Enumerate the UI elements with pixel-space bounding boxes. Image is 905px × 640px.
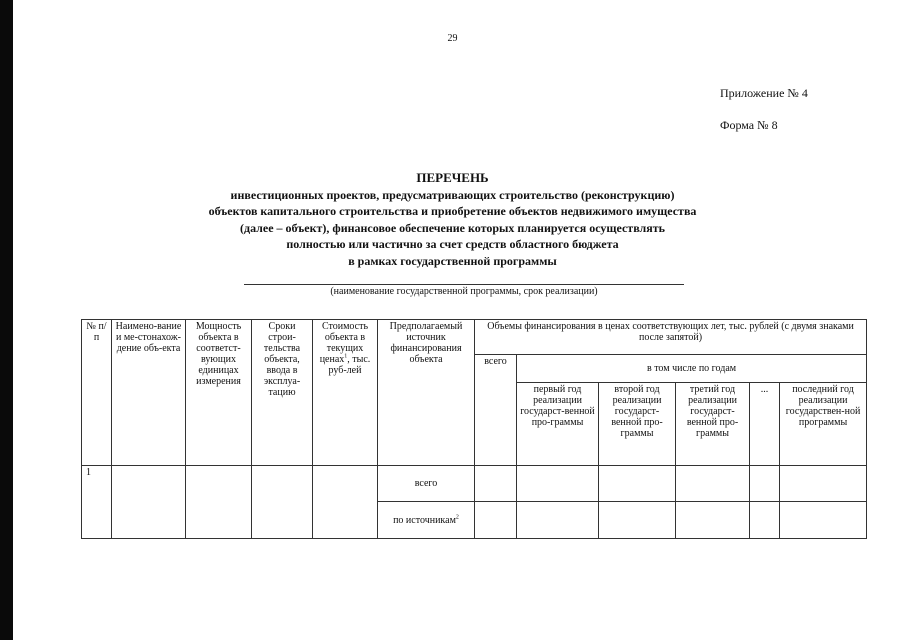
cell-y2-2 (599, 502, 676, 539)
footnote-1-mark: 1 (344, 353, 348, 360)
cell-y1-2 (517, 502, 599, 539)
header-terms: Сроки строи-тельства объекта, ввода в эксплуа-тацию (252, 320, 313, 466)
title-main: ПЕРЕЧЕНЬ (416, 170, 489, 185)
program-name-line (244, 284, 684, 285)
header-year-3: третий год реализации государст-венной про-граммы (676, 382, 750, 465)
header-cost-text: Стоимость объекта в текущих ценах (319, 321, 369, 365)
header-capacity: Мощность объекта в соответст-вующих единицах измерения (186, 320, 252, 466)
header-volumes: Объемы финансирования в ценах соответствующих лет, тыс. рублей (с двумя знаками после запятой) (475, 320, 867, 355)
cell-ylast-1 (780, 465, 867, 502)
header-year-1: первый год реализации государст-венной про-граммы (517, 382, 599, 465)
footnote-2-mark: 2 (455, 514, 459, 521)
cell-total-2 (475, 502, 517, 539)
cell-source-by-sources (378, 502, 475, 539)
header-no: № п/п (82, 320, 112, 466)
cell-ell-1 (750, 465, 780, 502)
header-cost-unit: , тыс. руб-лей (328, 354, 371, 376)
title-line-1: инвестиционных проектов, предусматривающих строительство (реконструкцию) (230, 187, 675, 202)
cell-y3-1 (676, 465, 750, 502)
title-line-5: в рамках государственной программы (348, 253, 557, 268)
header-name: Наимено-вание и ме-стонахож-дение объ-екта (112, 320, 186, 466)
title-line-4: полностью или частично за счет средств областного бюджета (286, 237, 619, 251)
scan-border (0, 0, 13, 640)
page-number: 29 (447, 33, 458, 44)
projects-table (81, 319, 867, 539)
cell-ell-2 (750, 502, 780, 539)
cell-source-total: всего (378, 465, 475, 502)
header-cost (313, 320, 378, 466)
cell-cost (313, 465, 378, 538)
row-number: 1 (82, 465, 112, 538)
cell-y3-2 (676, 502, 750, 539)
header-year-2: второй год реализации государст-венной про-граммы (599, 382, 676, 465)
document-title (0, 170, 905, 269)
cell-name (112, 465, 186, 538)
title-line-3: (далее – объект), финансовое обеспечение которых планируется осуществлять (240, 220, 665, 235)
header-total: всего (475, 355, 517, 466)
header-ellipsis: ... (750, 382, 780, 465)
annex-label: Приложение № 4 (720, 86, 808, 100)
cell-total-1 (475, 465, 517, 502)
cell-terms (252, 465, 313, 538)
form-label: Форма № 8 (720, 118, 778, 132)
cell-y2-1 (599, 465, 676, 502)
cell-capacity (186, 465, 252, 538)
by-sources-text: по источникам (393, 514, 456, 526)
cell-ylast-2 (780, 502, 867, 539)
header-by-years: в том числе по годам (517, 355, 867, 382)
header-year-last: последний год реализации государствен-ной программы (780, 382, 867, 465)
program-caption: (наименование государственной программы, срок реализации) (330, 286, 598, 297)
cell-y1-1 (517, 465, 599, 502)
header-source: Предполагаемый источник финансирования объекта (378, 320, 475, 466)
title-line-2: объектов капитального строительства и приобретение объектов недвижимого имущества (208, 204, 697, 218)
